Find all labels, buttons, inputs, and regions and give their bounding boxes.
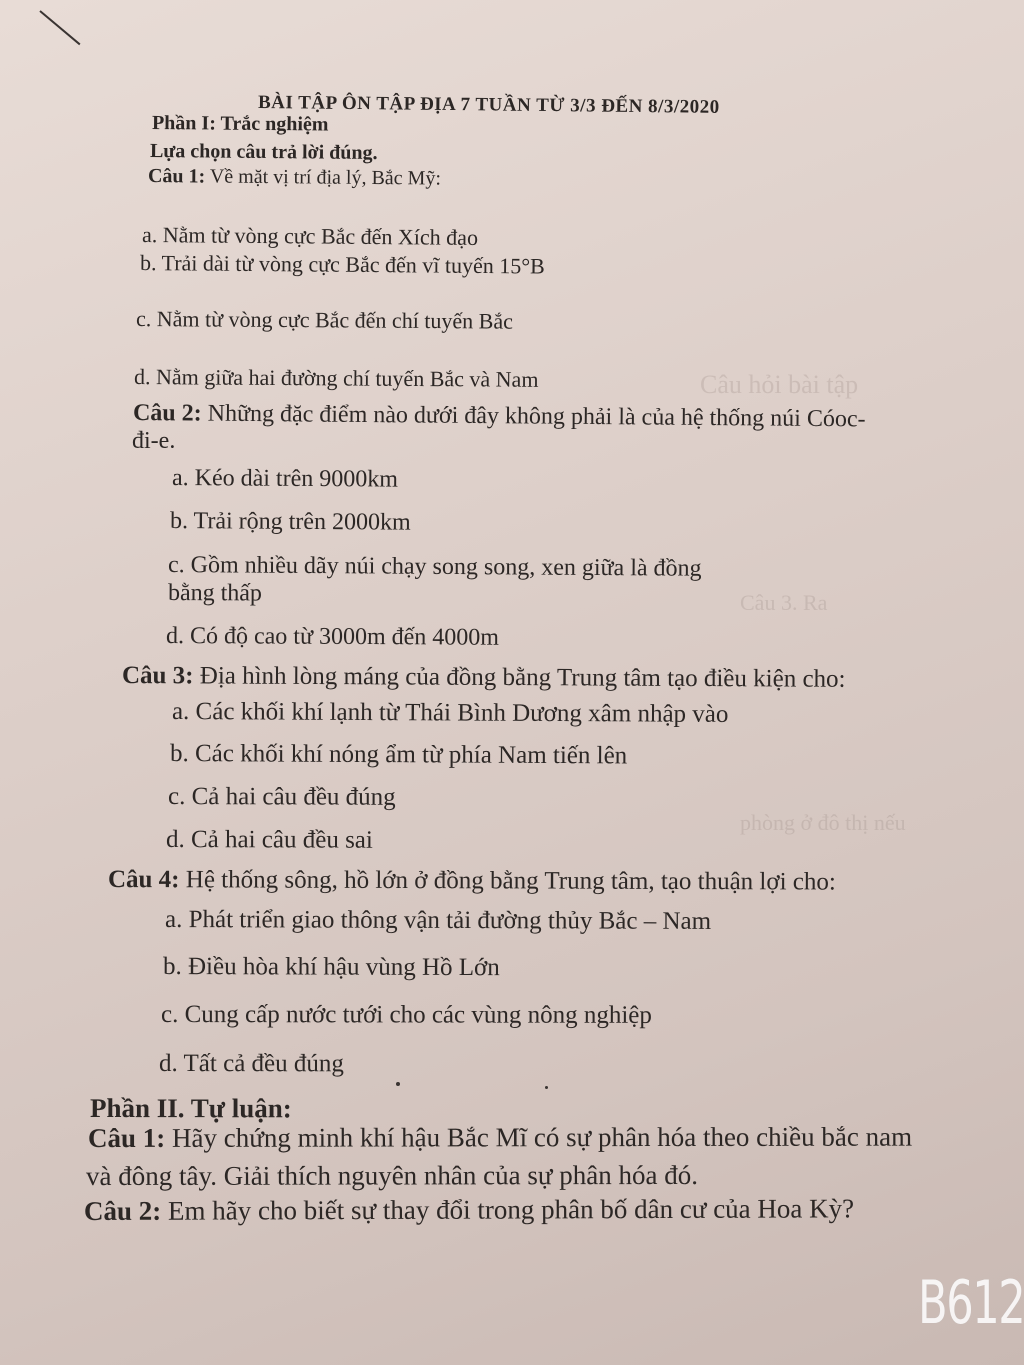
question-text: Những đặc điểm nào dưới đây không phải là của hệ thống núi Cóoc-	[201, 400, 866, 433]
q4-option-d: d. Tất cả đều đúng	[158, 1050, 344, 1078]
q2-option-c-continued: bằng thấp	[167, 580, 263, 607]
camera-watermark: B612	[918, 1268, 1024, 1338]
page-title: BÀI TẬP ÔN TẬP ĐỊA 7 TUẦN TỪ 3/3 ĐẾN 8/3/2020	[257, 92, 720, 118]
q4-option-c: c. Cung cấp nước tưới cho các vùng nông nghiệp	[160, 1001, 652, 1029]
q2-option-d: d. Có độ cao từ 3000m đến 4000m	[165, 623, 500, 651]
bleed-through-text: Câu hỏi bài tập	[700, 370, 859, 399]
q3-option-a: a. Các khối khí lạnh từ Thái Bình Dương xâm nhập vào	[171, 698, 729, 728]
question-label: Câu 1:	[147, 165, 206, 188]
part1-instruction: Lựa chọn câu trả lời đúng.	[149, 140, 378, 164]
q3-option-c: c. Cả hai câu đều đúng	[167, 783, 396, 811]
q1-option-a: a. Nằm từ vòng cực Bắc đến Xích đạo	[141, 222, 479, 250]
q1-option-b: b. Trải dài từ vòng cực Bắc đến vĩ tuyến 15°B	[139, 250, 545, 279]
bleed-through-text: phòng ở đô thị nếu	[740, 810, 906, 835]
question-4	[108, 866, 836, 897]
q3-option-b: b. Các khối khí nóng ẩm từ phía Nam tiến lên	[169, 740, 628, 770]
question-label: Câu 1:	[87, 1122, 166, 1153]
question-text: Địa hình lòng máng của đồng bằng Trung tâm tạo điều kiện cho:	[193, 662, 846, 693]
question-text: Hệ thống sông, hồ lớn ở đồng bằng Trung tâm, tạo thuận lợi cho:	[179, 866, 836, 896]
bleed-through-text: Câu 3. Ra	[740, 590, 828, 615]
essay-question-1	[88, 1122, 912, 1154]
ink-dot	[396, 1082, 400, 1086]
q4-option-b: b. Điều hòa khí hậu vùng Hồ Lớn	[162, 953, 500, 982]
question-label: Câu 2:	[132, 400, 202, 427]
question-text: Em hãy cho biết sự thay đổi trong phân bố dân cư của Hoa Kỳ?	[161, 1193, 855, 1226]
q4-option-a: a. Phát triển giao thông vận tải đường thủy Bắc – Nam	[164, 906, 712, 935]
question-3	[122, 662, 846, 694]
question-2	[133, 400, 866, 433]
q2-option-b: b. Trải rộng trên 2000km	[169, 508, 411, 536]
question-2-continued: đi-e.	[132, 428, 176, 454]
essay-question-1-continued: và đông tây. Giải thích nguyên nhân của sự phân hóa đó.	[85, 1159, 699, 1191]
question-text: Về mặt vị trí địa lý, Bắc Mỹ:	[205, 165, 442, 190]
q1-option-d: d. Nằm giữa hai đường chí tuyến Bắc và Nam	[133, 364, 539, 392]
question-label: Câu 2:	[83, 1195, 162, 1226]
question-1	[148, 165, 441, 191]
question-label: Câu 4:	[107, 866, 180, 894]
q2-option-c: c. Gồm nhiều dãy núi chạy song song, xen giữa là đồng	[167, 552, 702, 582]
question-text: Hãy chứng minh khí hậu Bắc Mĩ có sự phân hóa theo chiều bắc nam	[165, 1121, 913, 1153]
part1-heading: Phần I: Trắc nghiệm	[151, 112, 329, 136]
essay-question-2	[84, 1193, 854, 1227]
ink-dot	[545, 1086, 548, 1089]
q1-option-c: c. Nằm từ vòng cực Bắc đến chí tuyến Bắc	[135, 306, 514, 334]
q2-option-a: a. Kéo dài trên 9000km	[171, 465, 399, 493]
part2-heading: Phần II. Tự luận:	[89, 1093, 292, 1124]
q3-option-d: d. Cả hai câu đều sai	[165, 826, 373, 854]
corner-pen-mark	[39, 10, 80, 45]
question-label: Câu 3:	[121, 662, 194, 690]
